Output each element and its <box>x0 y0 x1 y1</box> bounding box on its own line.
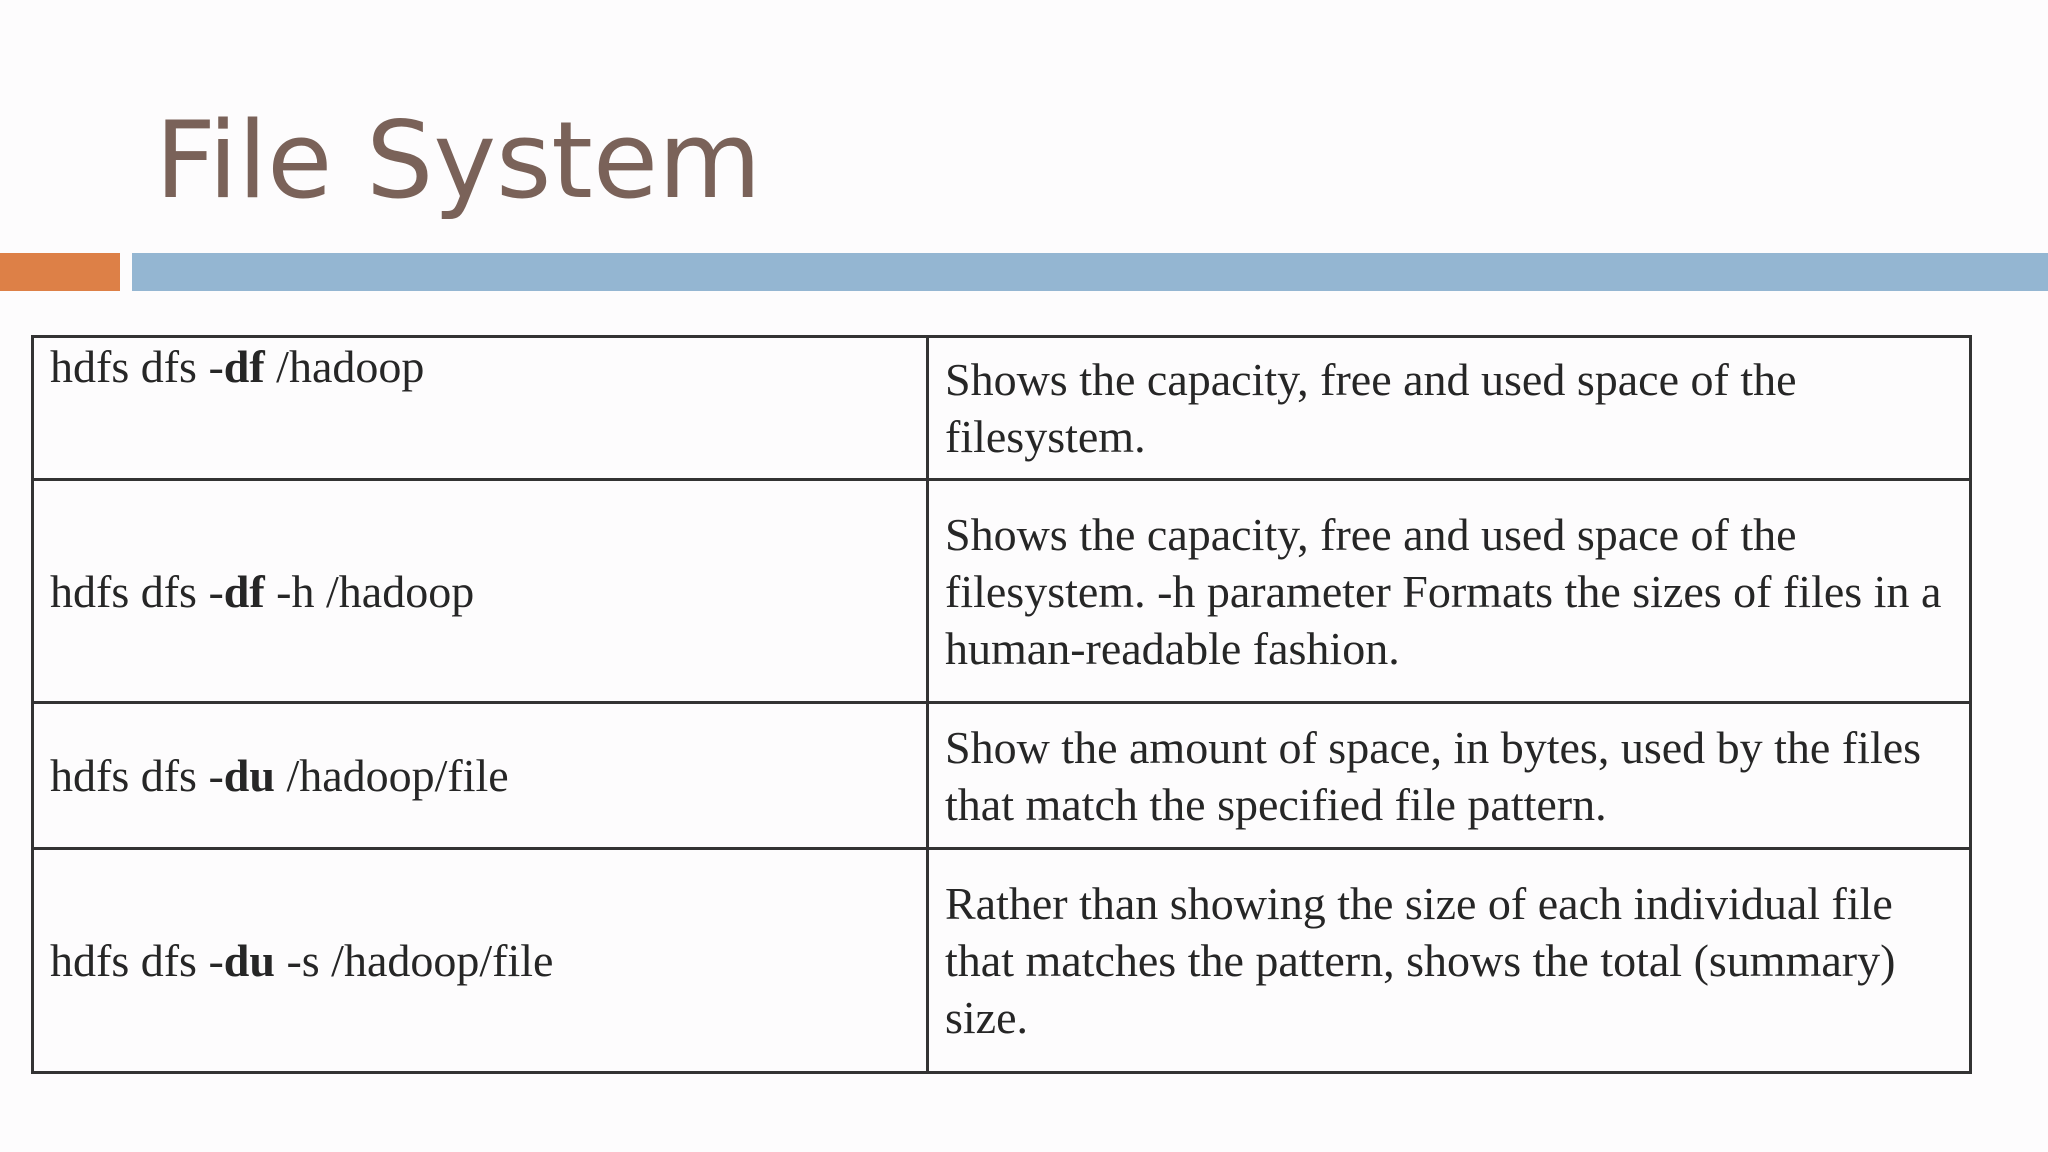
command-flag: df <box>223 565 265 617</box>
command-prefix: hdfs dfs - <box>50 935 224 986</box>
command-suffix: -s /hadoop/file <box>274 935 554 986</box>
command-cell <box>33 337 928 480</box>
table-row <box>33 480 1971 703</box>
accent-bar-orange <box>0 253 120 291</box>
command-suffix: -h /hadoop <box>264 565 475 617</box>
table-row <box>33 849 1971 1073</box>
command-prefix: hdfs dfs - <box>50 341 224 392</box>
description-cell: Shows the capacity, free and used space of the filesystem. <box>928 337 1971 480</box>
table-row <box>33 337 1971 480</box>
command-prefix: hdfs dfs - <box>50 750 224 801</box>
commands-table <box>31 335 1972 1074</box>
slide-title: File System <box>155 99 762 222</box>
command-cell <box>33 849 928 1073</box>
command-suffix: /hadoop <box>264 341 425 392</box>
description-cell: Rather than showing the size of each individual file that matches the pattern, shows the total (summary) size. <box>928 849 1971 1073</box>
description-cell: Shows the capacity, free and used space of the filesystem. -h parameter Formats the sizes of files in a human-readable fashion. <box>928 480 1971 703</box>
command-prefix: hdfs dfs - <box>50 565 224 617</box>
command-flag: du <box>223 935 275 986</box>
command-cell <box>33 480 928 703</box>
command-suffix: /hadoop/file <box>274 750 509 801</box>
command-flag: du <box>223 750 275 801</box>
command-flag: df <box>223 341 265 392</box>
command-cell <box>33 703 928 849</box>
accent-bar-blue <box>132 253 2048 291</box>
table-row <box>33 703 1971 849</box>
description-cell: Show the amount of space, in bytes, used by the files that match the specified file pattern. <box>928 703 1971 849</box>
